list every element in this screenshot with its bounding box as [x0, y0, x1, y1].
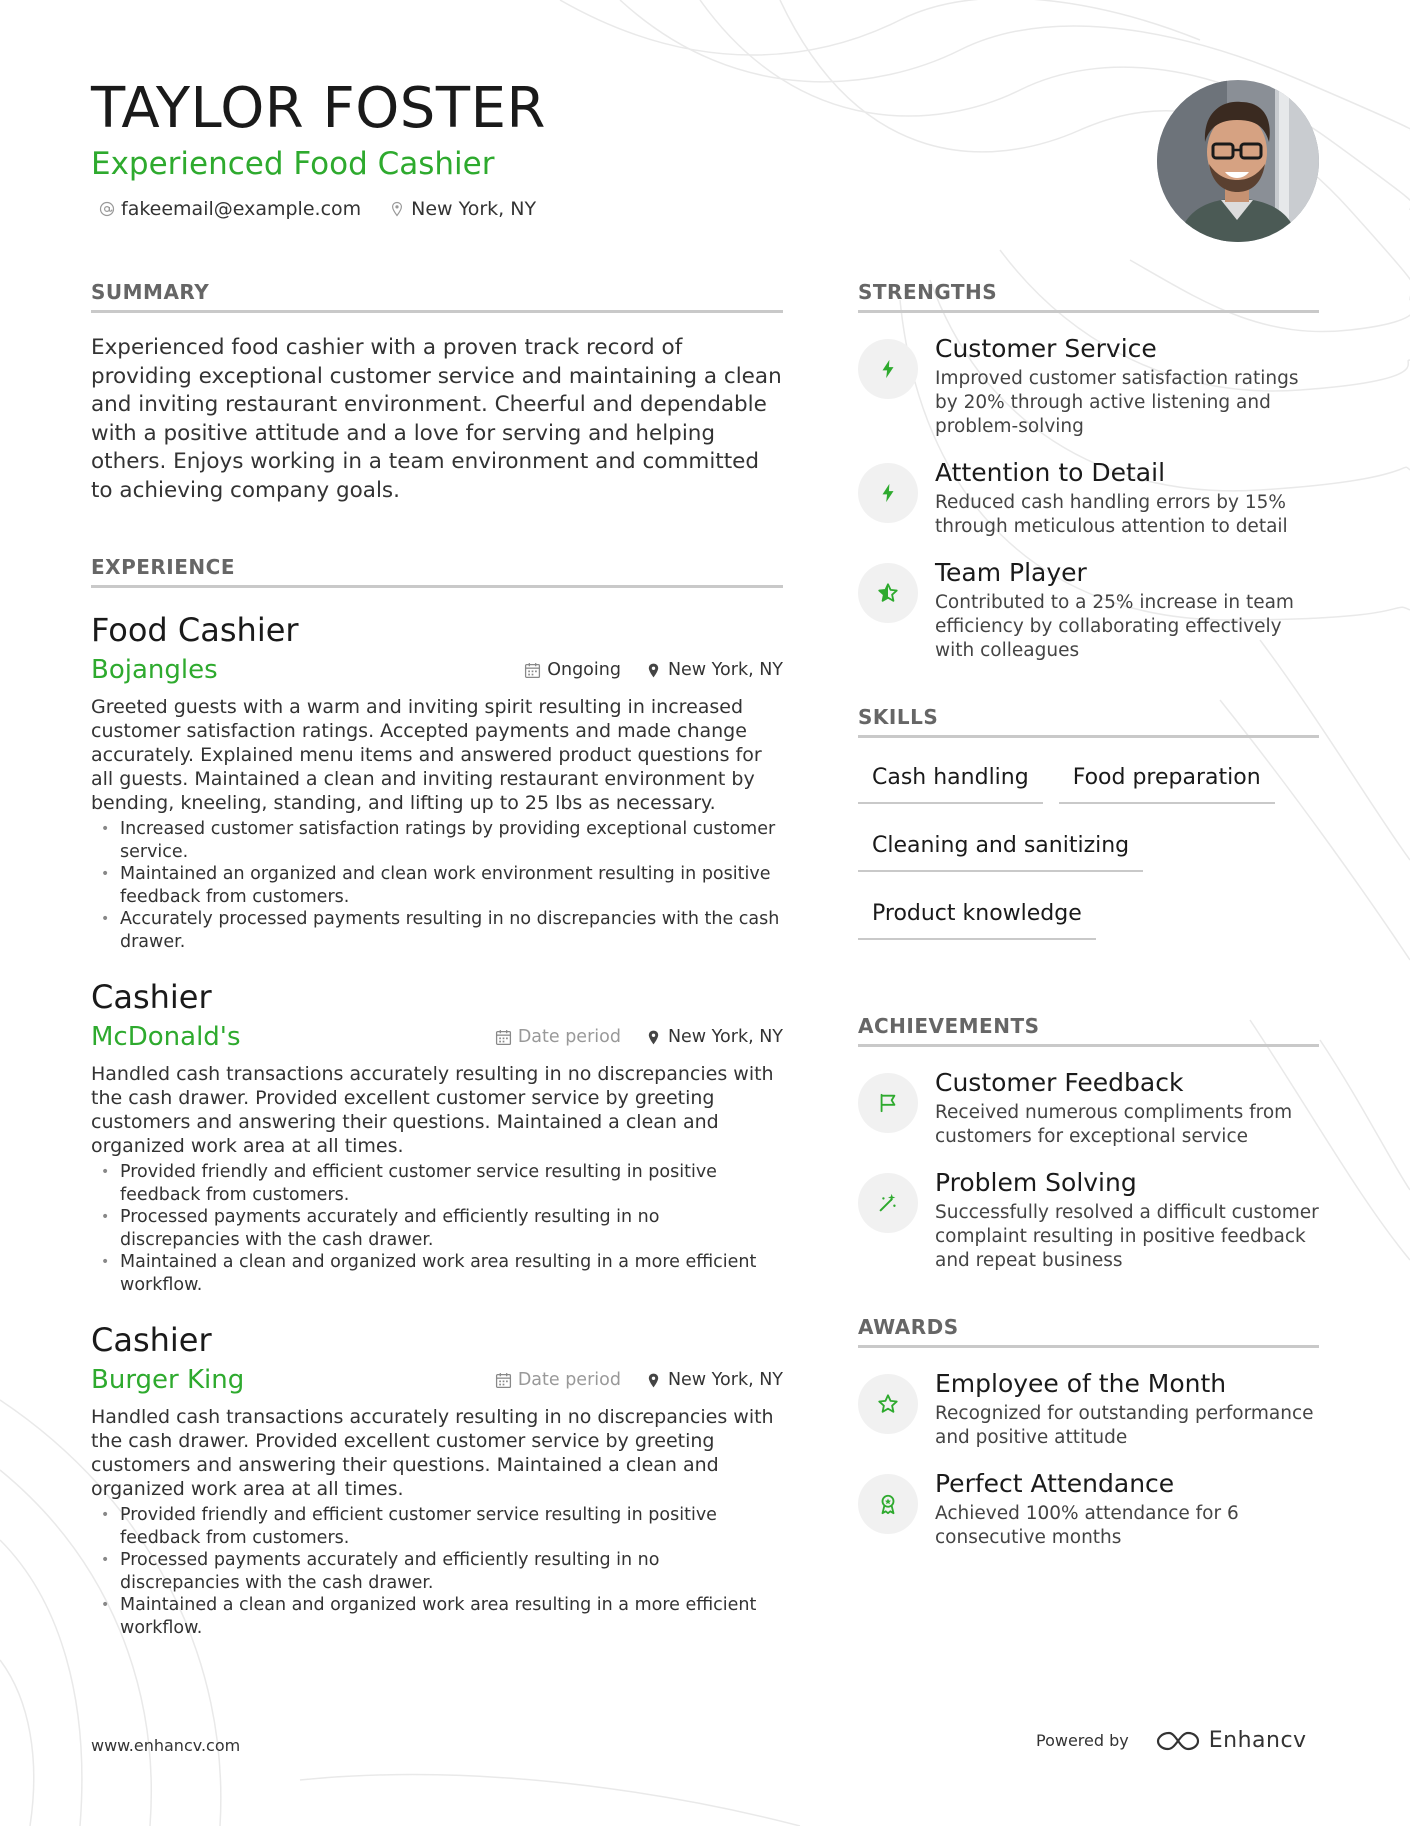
- job-meta: [524, 660, 783, 680]
- achievement-title: Problem Solving: [935, 1168, 1137, 1197]
- skills-heading: SKILLS: [858, 705, 1319, 738]
- strength-desc: Contributed to a 25% increase in team efficiency by collaborating effectively with colleagues: [935, 592, 1294, 661]
- achievement-item: [858, 1167, 1319, 1273]
- job-bullets: [91, 1161, 783, 1296]
- job-bullet: • Processed payments accurately and efficiently resulting in no discrepancies with the cash drawer.: [91, 1549, 783, 1594]
- job-meta-row: [91, 1360, 783, 1400]
- job-date-text: Date period: [517, 1370, 621, 1390]
- flag-icon: [858, 1073, 918, 1133]
- email-text: fakeemail@example.com: [121, 198, 362, 220]
- job-location: [645, 1370, 783, 1390]
- job-bullets: [91, 1504, 783, 1639]
- job-title: Food Cashier: [91, 611, 299, 649]
- job-bullet: • Maintained an organized and clean work environment resulting in positive feedback from customers.: [91, 863, 783, 908]
- map-pin-icon: [389, 201, 405, 217]
- achievement-item: [858, 1067, 1319, 1149]
- achievements-heading: ACHIEVEMENTS: [858, 1014, 1319, 1047]
- profile-photo: [1157, 80, 1319, 242]
- medal-icon: [858, 1474, 918, 1534]
- strength-item: [858, 557, 1319, 663]
- strength-body: [935, 457, 1319, 539]
- awards-section: [858, 1315, 1319, 1550]
- candidate-name: TAYLOR FOSTER: [91, 76, 546, 141]
- strengths-heading: STRENGTHS: [858, 280, 1319, 313]
- skills-list: [858, 752, 1319, 888]
- job-date: [495, 1027, 621, 1047]
- calendar-icon: [524, 662, 541, 679]
- map-pin-icon: [645, 1372, 662, 1389]
- skill-tag: Cash handling: [858, 752, 1043, 804]
- summary-section: [91, 280, 783, 505]
- job-meta-row: [91, 650, 783, 690]
- job-bullet: • Maintained a clean and organized work area resulting in a more efficient workflow.: [91, 1594, 783, 1639]
- skills-list: [858, 888, 1319, 956]
- job-meta: [495, 1027, 783, 1047]
- skill-tag: Food preparation: [1059, 752, 1275, 804]
- strength-body: [935, 557, 1319, 663]
- job-bullet: • Provided friendly and efficient customer service resulting in positive feedback from customers.: [91, 1161, 783, 1206]
- job-title: Cashier: [91, 1321, 212, 1359]
- summary-heading: SUMMARY: [91, 280, 783, 313]
- left-column: [91, 280, 783, 1639]
- job-bullet: • Processed payments accurately and efficiently resulting in no discrepancies with the cash drawer.: [91, 1206, 783, 1251]
- achievement-body: [935, 1067, 1319, 1149]
- bolt-icon: [858, 339, 918, 399]
- job-location-text: New York, NY: [667, 660, 783, 680]
- enhancv-logo-icon: [1155, 1729, 1201, 1753]
- award-body: [935, 1368, 1319, 1450]
- award-title: Employee of the Month: [935, 1369, 1227, 1398]
- location-contact: [389, 198, 536, 220]
- company-name: Burger King: [91, 1365, 245, 1395]
- experience-entry: [91, 610, 783, 953]
- job-description: Greeted guests with a warm and inviting spirit resulting in increased customer satisfaction ratings. Accepted payments and made change accurately. Explained menu items and answered product questions for all guests. Maintained a clean and inviting restaurant environment by bending, kneeling, standing, and lifting up to 25 lbs as necessary.: [91, 696, 762, 814]
- job-bullets: [91, 818, 783, 953]
- right-column: [858, 280, 1319, 1550]
- award-item: [858, 1468, 1319, 1550]
- job-description: Handled cash transactions accurately resulting in no discrepancies with the cash drawer. Provided excellent customer service by greeting customers and answering their questions. Maintained a clean and organized work area at all times.: [91, 1406, 774, 1500]
- job-location-text: New York, NY: [667, 1027, 783, 1047]
- awards-heading: AWARDS: [858, 1315, 1319, 1348]
- powered-by-label: Powered by: [1036, 1731, 1129, 1750]
- experience-entry: [91, 977, 783, 1296]
- skills-section: [858, 705, 1319, 956]
- company-name: Bojangles: [91, 655, 218, 685]
- wand-icon: [858, 1173, 918, 1233]
- job-bullet: • Increased customer satisfaction ratings by providing exceptional customer service.: [91, 818, 783, 863]
- job-date-text: Ongoing: [547, 660, 621, 680]
- map-pin-icon: [645, 662, 662, 679]
- star-outline-icon: [858, 1374, 918, 1434]
- strength-desc: Improved customer satisfaction ratings by 20% through active listening and problem-solving: [935, 368, 1299, 437]
- achievements-section: [858, 1014, 1319, 1273]
- star-half-icon: [858, 563, 918, 623]
- bolt-icon: [858, 463, 918, 523]
- strengths-section: [858, 280, 1319, 663]
- job-location: [645, 1027, 783, 1047]
- job-description: Handled cash transactions accurately resulting in no discrepancies with the cash drawer. Provided excellent customer service by greeting customers and answering their questions. Maintained a clean and organized work area at all times.: [91, 1063, 774, 1157]
- job-meta: [495, 1370, 783, 1390]
- company-name: McDonald's: [91, 1022, 241, 1052]
- award-desc: Recognized for outstanding performance and positive attitude: [935, 1403, 1314, 1448]
- job-bullet: • Accurately processed payments resulting in no discrepancies with the cash drawer.: [91, 908, 783, 953]
- job-bullet: • Maintained a clean and organized work area resulting in a more efficient workflow.: [91, 1251, 783, 1296]
- strength-body: [935, 333, 1319, 439]
- website-link[interactable]: www.enhancv.com: [91, 1736, 241, 1755]
- experience-entry: [91, 1320, 783, 1639]
- powered-by-footer: [1036, 1728, 1307, 1753]
- job-bullet: • Provided friendly and efficient customer service resulting in positive feedback from customers.: [91, 1504, 783, 1549]
- strength-desc: Reduced cash handling errors by 15% through meticulous attention to detail: [935, 492, 1288, 537]
- strength-title: Customer Service: [935, 334, 1157, 363]
- achievement-desc: Successfully resolved a difficult customer complaint resulting in positive feedback and repeat business: [935, 1202, 1319, 1271]
- award-desc: Achieved 100% attendance for 6 consecutive months: [935, 1503, 1239, 1548]
- achievement-title: Customer Feedback: [935, 1068, 1184, 1097]
- brand-logo[interactable]: [1155, 1728, 1307, 1753]
- email-contact[interactable]: [99, 198, 361, 220]
- achievement-body: [935, 1167, 1319, 1273]
- strength-title: Attention to Detail: [935, 458, 1166, 487]
- map-pin-icon: [645, 1029, 662, 1046]
- strength-title: Team Player: [935, 558, 1087, 587]
- job-date-text: Date period: [517, 1027, 621, 1047]
- contact-info: [99, 198, 536, 220]
- location-text: New York, NY: [411, 198, 537, 220]
- award-title: Perfect Attendance: [935, 1469, 1175, 1498]
- summary-text: Experienced food cashier with a proven track record of providing exceptional customer service and maintaining a clean and inviting restaurant environment. Cheerful and dependable with a positive attitude and a love for serving and helping others. Enjoys working in a team environment and committed to achieving company goals.: [91, 335, 782, 503]
- job-meta-row: [91, 1017, 783, 1057]
- award-item: [858, 1368, 1319, 1450]
- experience-section: [91, 555, 783, 1639]
- job-title: Cashier: [91, 978, 212, 1016]
- experience-heading: EXPERIENCE: [91, 555, 783, 588]
- job-date: [495, 1370, 621, 1390]
- strength-item: [858, 457, 1319, 539]
- skill-tag: Product knowledge: [858, 888, 1096, 940]
- job-date: [524, 660, 621, 680]
- at-icon: [99, 201, 115, 217]
- candidate-title: Experienced Food Cashier: [91, 146, 495, 182]
- award-body: [935, 1468, 1319, 1550]
- calendar-icon: [495, 1372, 512, 1389]
- achievement-desc: Received numerous compliments from customers for exceptional service: [935, 1102, 1293, 1147]
- job-location-text: New York, NY: [667, 1370, 783, 1390]
- job-location: [645, 660, 783, 680]
- calendar-icon: [495, 1029, 512, 1046]
- strength-item: [858, 333, 1319, 439]
- brand-name: Enhancv: [1208, 1728, 1307, 1753]
- skill-tag: Cleaning and sanitizing: [858, 820, 1143, 872]
